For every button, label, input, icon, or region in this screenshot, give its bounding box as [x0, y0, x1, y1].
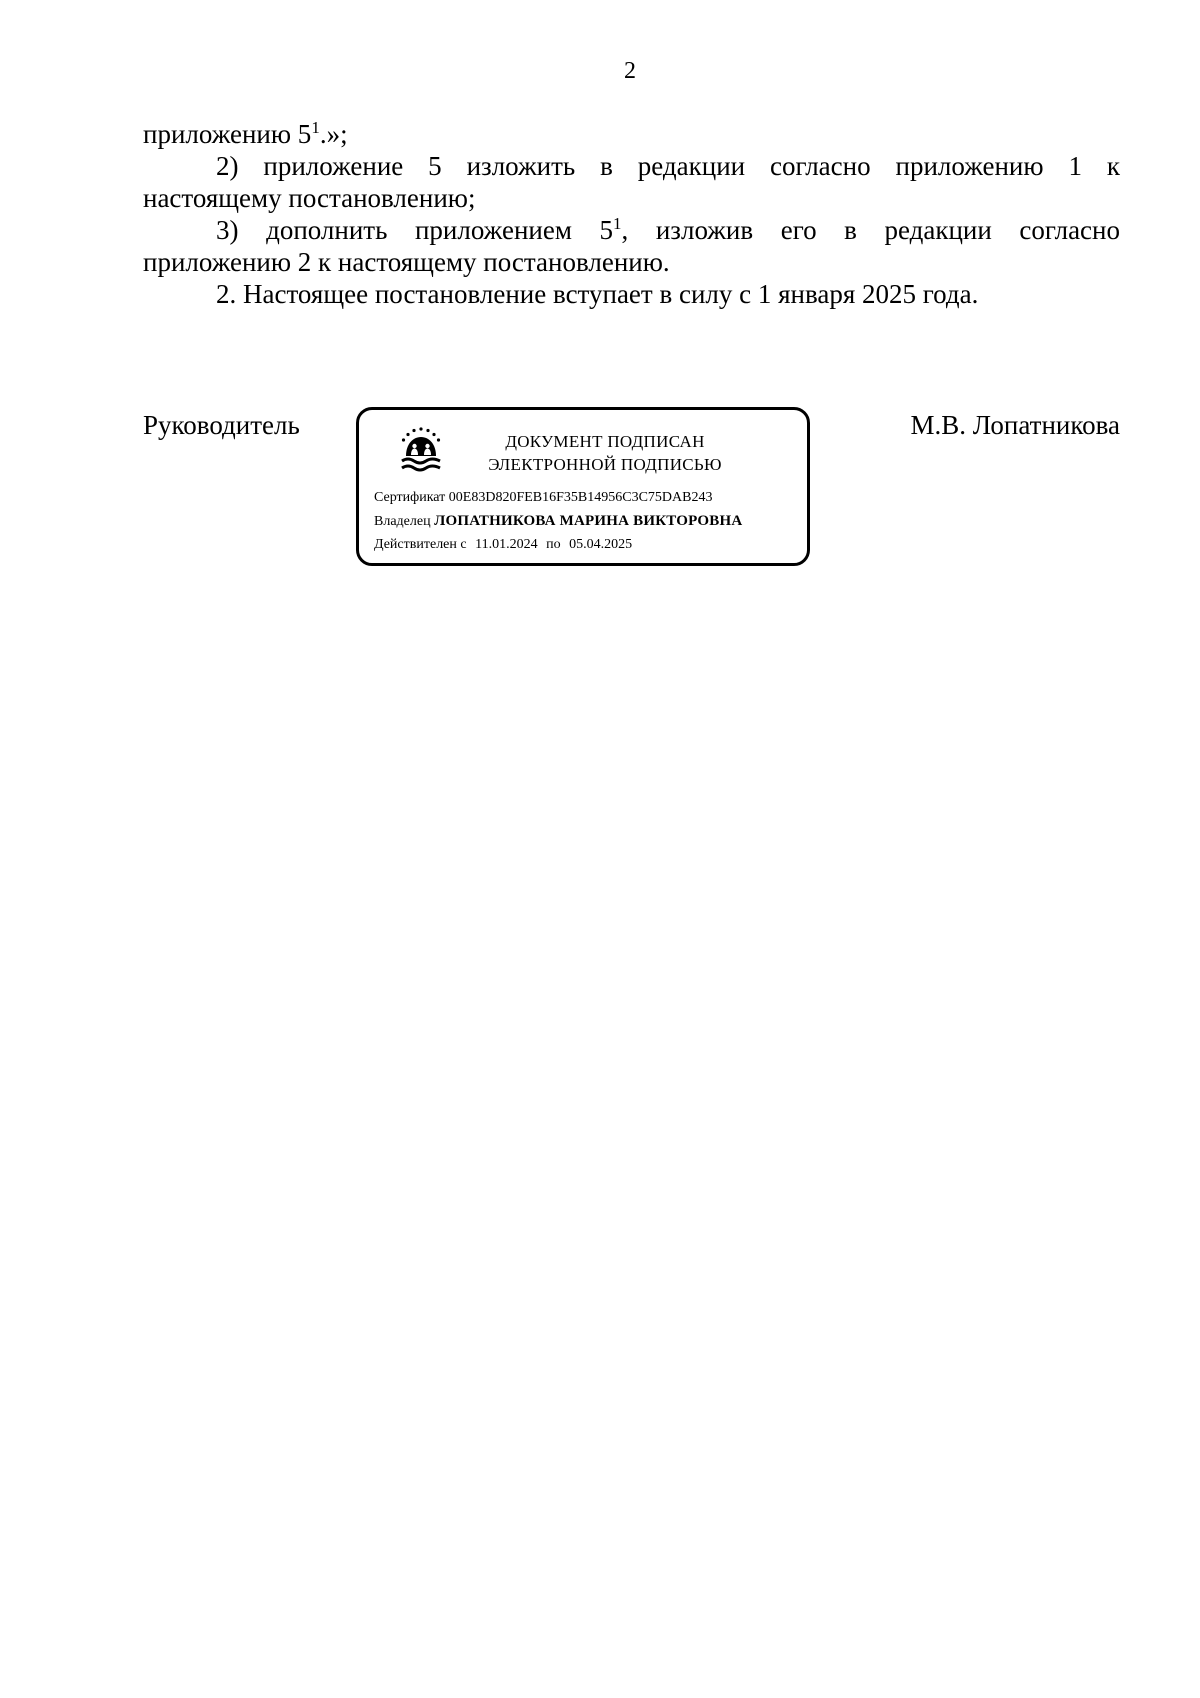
paragraph-text: приложению 5	[143, 119, 312, 149]
superscript: 1	[311, 118, 320, 137]
paragraph-item-3	[143, 214, 1120, 246]
signer-position: Руководитель	[143, 410, 300, 440]
paragraph-item-2-continuation	[143, 182, 1120, 214]
paragraph-text: , изложив его в редакции согласно	[621, 215, 1120, 245]
valid-to-date: 05.04.2025	[569, 537, 633, 552]
page-number: 2	[624, 58, 636, 84]
stamp-certificate	[374, 490, 712, 506]
paragraph-item-3-continuation	[143, 246, 1120, 278]
validity-label: Действителен с	[374, 537, 467, 552]
stamp-heading-line: ДОКУМЕНТ ПОДПИСАН	[505, 432, 705, 451]
paragraph-text: .»;	[319, 119, 348, 149]
electronic-signature-stamp	[356, 407, 810, 566]
valid-to-label: по	[546, 537, 561, 552]
owner-name: ЛОПАТНИКОВА МАРИНА ВИКТОРОВНА	[434, 513, 743, 529]
certificate-label: Сертификат	[374, 490, 446, 505]
paragraph-text: 3) дополнить приложением 5	[216, 215, 614, 245]
paragraph-text: приложению 2 к настоящему постановлению.	[143, 247, 670, 277]
owner-label: Владелец	[374, 514, 431, 529]
paragraph-continuation	[143, 118, 1120, 150]
stamp-validity	[374, 537, 632, 553]
signer-name: М.В. Лопатникова	[910, 410, 1120, 440]
coat-of-arms-icon	[397, 426, 445, 474]
paragraph-effective-date	[143, 278, 1120, 310]
valid-from-date: 11.01.2024	[475, 537, 538, 552]
paragraph-text: 2) приложение 5 изложить в редакции согласно приложению 1 к	[216, 151, 1120, 181]
paragraph-text: 2. Настоящее постановление вступает в силу с 1 января 2025 года.	[216, 279, 979, 309]
document-body	[143, 118, 1120, 310]
paragraph-text: настоящему постановлению;	[143, 183, 476, 213]
stamp-heading-line: ЭЛЕКТРОННОЙ ПОДПИСЬЮ	[488, 455, 722, 474]
stamp-heading	[455, 430, 755, 476]
stamp-owner	[374, 513, 742, 530]
certificate-value: 00E83D820FEB16F35B14956C3C75DAB243	[448, 490, 713, 505]
paragraph-item-2	[143, 150, 1120, 182]
superscript: 1	[613, 214, 622, 233]
